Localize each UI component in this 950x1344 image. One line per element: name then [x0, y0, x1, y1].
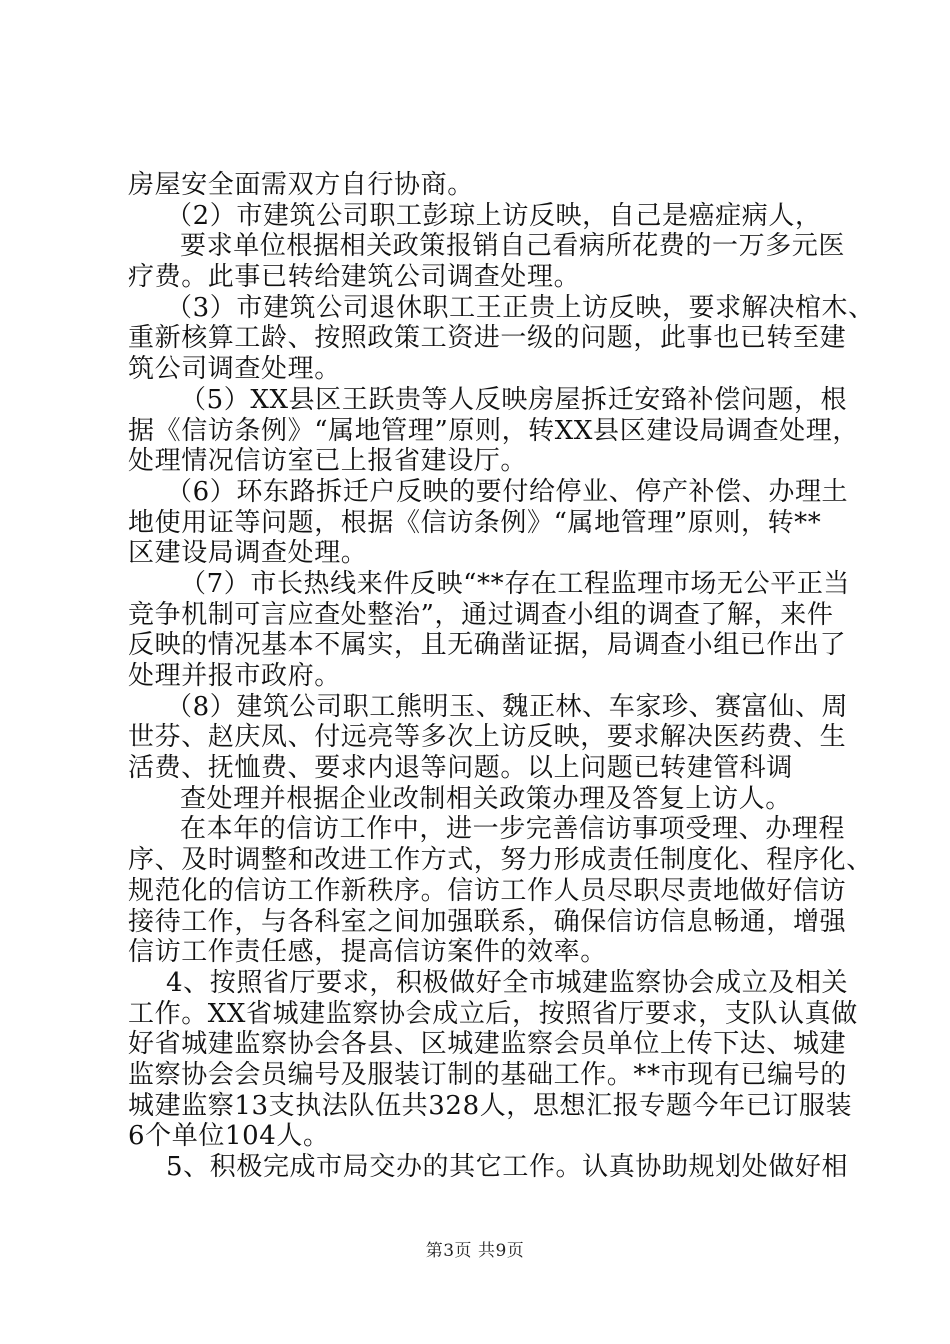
text-line: （3）市建筑公司退休职工王正贵上访反映，要求解决棺木、 [166, 293, 875, 323]
text-line: 查处理并根据企业改制相关政策办理及答复上访人。 [180, 784, 792, 814]
text-line: 信访工作责任感，提高信访案件的效率。 [128, 937, 607, 967]
text-line: 活费、抚恤费、要求内退等问题。以上问题已转建管科调 [128, 753, 794, 783]
text-line: 疗费。此事已转给建筑公司调查处理。 [128, 262, 581, 292]
text-line: 区建设局调查处理。 [128, 538, 368, 568]
text-line: 房屋安全面需双方自行协商。 [128, 170, 474, 200]
text-line: 接待工作，与各科室之间加强联系，确保信访信息畅通，增强 [128, 907, 847, 937]
text-line: 处理情况信访室已上报省建设厅。 [128, 446, 528, 476]
text-line: （6）环东路拆迁户反映的要付给停业、停产补偿、办理土 [166, 477, 849, 507]
text-line: 4、按照省厅要求，积极做好全市城建监察协会成立及相关 [166, 968, 849, 998]
text-line: 5、积极完成市局交办的其它工作。认真协助规划处做好相 [166, 1152, 849, 1182]
text-line: （8）建筑公司职工熊明玉、魏正林、车家珍、赛富仙、周 [166, 692, 849, 722]
text-line: 地使用证等问题，根据《信访条例》“属地管理”原则，转** [128, 508, 822, 538]
text-line: （2）市建筑公司职工彭琼上访反映，自己是癌症病人， [166, 201, 822, 231]
text-line: 在本年的信访工作中，进一步完善信访事项受理、办理程 [180, 814, 846, 844]
text-line: 筑公司调查处理。 [128, 354, 341, 384]
text-line: 竞争机制可言应查处整治”，通过调查小组的调查了解，来件 [128, 600, 834, 630]
text-line: 要求单位根据相关政策报销自己看病所花费的一万多元医 [180, 231, 846, 261]
text-line: 反映的情况基本不属实，且无确凿证据，局调查小组已作出了 [128, 630, 847, 660]
text-line: 处理并报市政府。 [128, 661, 341, 691]
text-line: 重新核算工龄、按照政策工资进一级的问题，此事也已转至建 [128, 323, 847, 353]
page-footer: 第3页 共9页 [425, 1241, 525, 1261]
text-line: 据《信访条例》“属地管理”原则，转XX县区建设局调查处理， [128, 416, 860, 446]
text-line: （5）XX县区王跃贵等人反映房屋拆迁安臵补偿问题，根 [180, 385, 848, 415]
text-line: 6个单位104人。 [128, 1121, 330, 1151]
text-line: 世芬、赵庆凤、付远亮等多次上访反映，要求解决医药费、生 [128, 722, 847, 752]
text-line: 工作。XX省城建监察协会成立后，按照省厅要求，支队认真做 [128, 999, 858, 1029]
text-line: （7）市长热线来件反映“**存在工程监理市场无公平正当 [180, 569, 851, 599]
text-line: 城建监察13支执法队伍共328人，思想汇报专题今年已订服装 [128, 1091, 853, 1121]
text-line: 序、及时调整和改进工作方式，努力形成责任制度化、程序化、 [128, 845, 873, 875]
text-line: 好省城建监察协会各县、区城建监察会员单位上传下达、城建 [128, 1029, 847, 1059]
text-line: 规范化的信访工作新秩序。信访工作人员尽职尽责地做好信访 [128, 876, 847, 906]
text-line: 监察协会会员编号及服装订制的基础工作。**市现有已编号的 [128, 1060, 847, 1090]
